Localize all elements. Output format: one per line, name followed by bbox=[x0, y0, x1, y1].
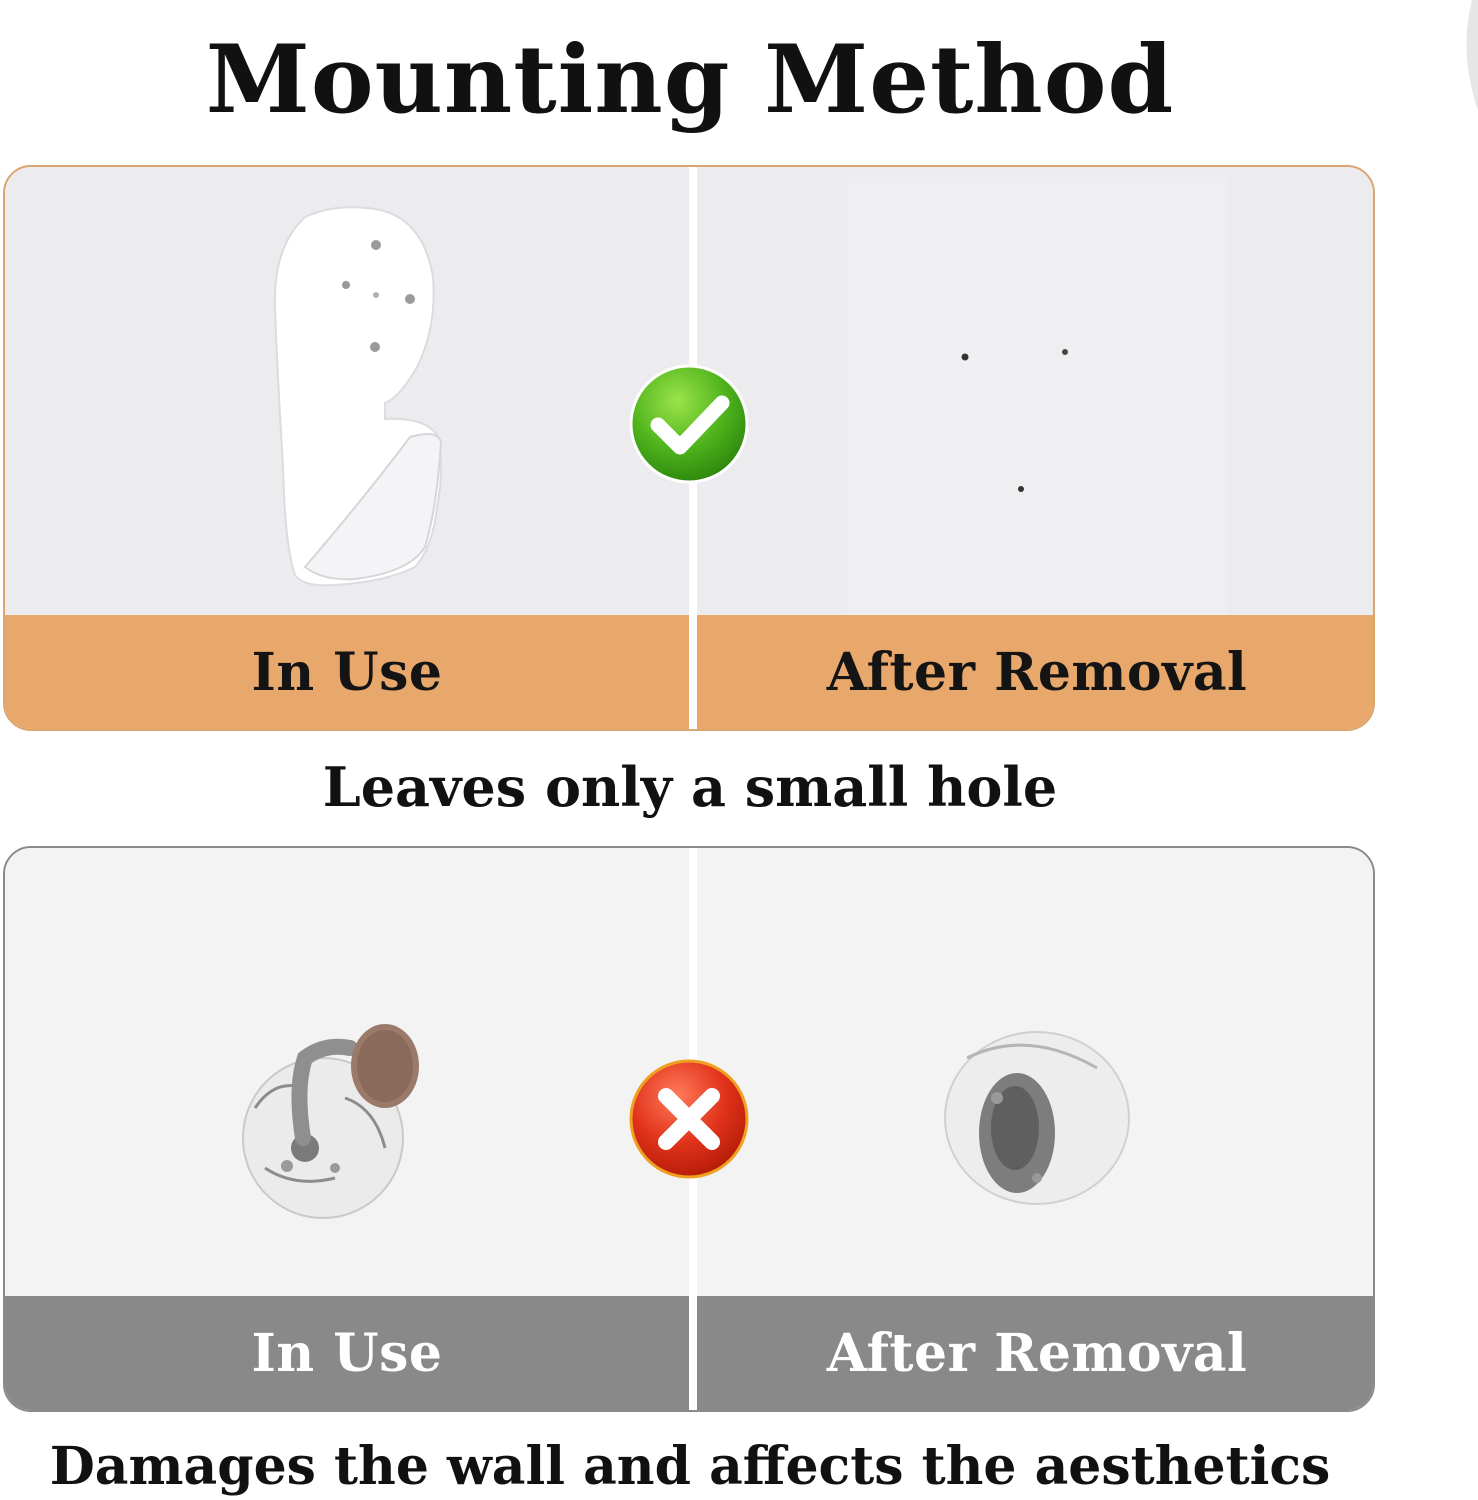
large-hole-photo bbox=[697, 848, 1375, 1298]
bad-caption: Damages the wall and affects the aesthetics bbox=[49, 1436, 1331, 1497]
small-holes-photo bbox=[697, 167, 1375, 617]
good-caption: Leaves only a small hole bbox=[322, 755, 1058, 819]
hook-photo bbox=[5, 167, 689, 617]
bad-after-removal-label: After Removal bbox=[697, 1296, 1375, 1410]
good-after-removal-label: After Removal bbox=[697, 615, 1375, 729]
good-after-removal-section bbox=[697, 167, 1375, 729]
good-in-use-label: In Use bbox=[5, 615, 689, 729]
good-in-use-section bbox=[5, 167, 689, 729]
edge-decoration bbox=[1460, 0, 1478, 110]
bad-after-removal-section bbox=[697, 848, 1375, 1410]
bad-in-use-label: In Use bbox=[5, 1296, 689, 1410]
red-cross-icon bbox=[628, 1058, 750, 1180]
bad-in-use-section bbox=[5, 848, 689, 1410]
nail-photo bbox=[5, 848, 689, 1298]
page-title: Mounting Method bbox=[205, 25, 1175, 135]
green-check-icon bbox=[628, 363, 750, 485]
